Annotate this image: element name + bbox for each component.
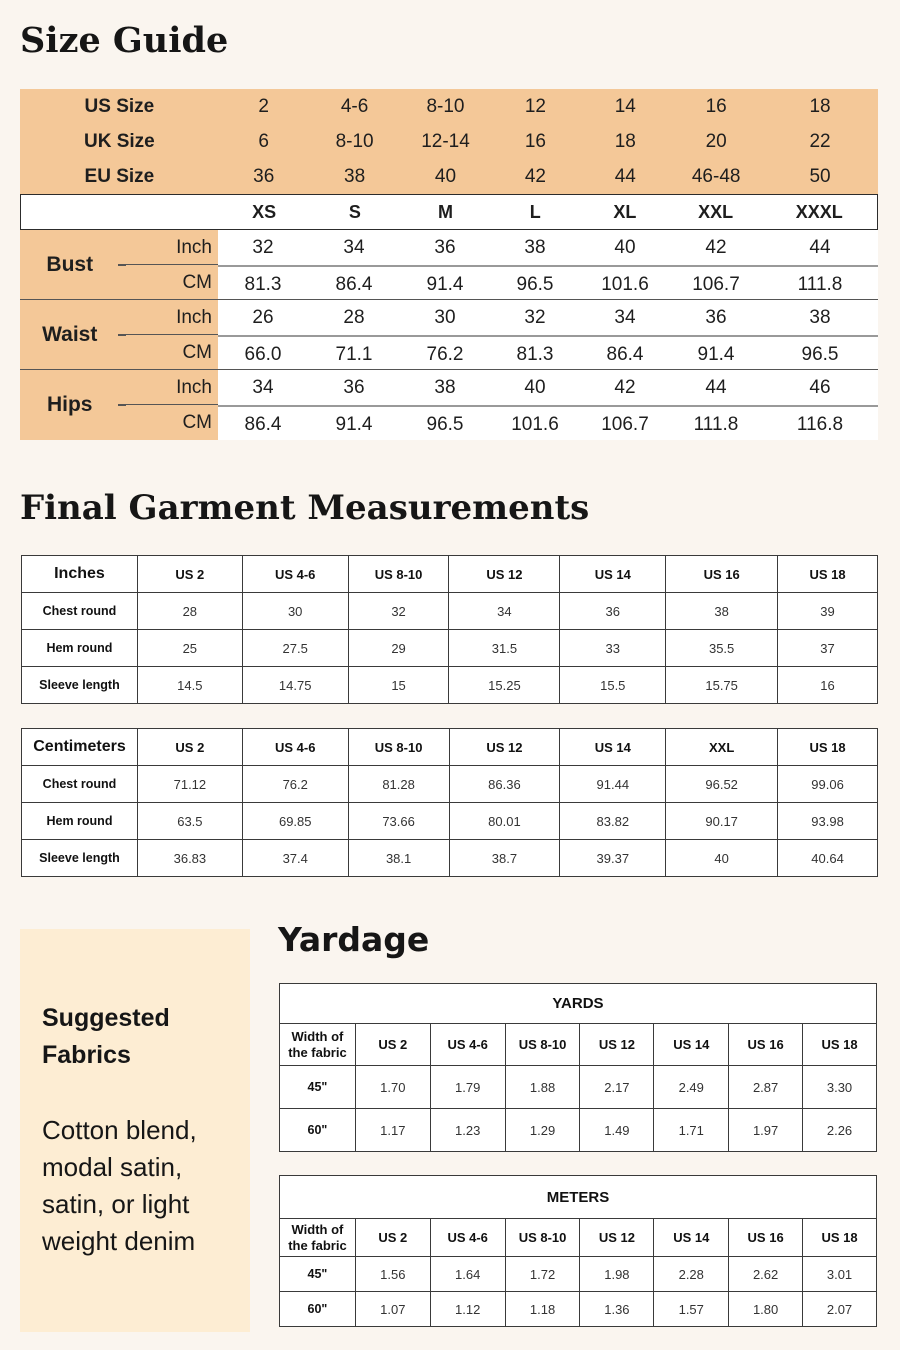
column-header: US 2	[137, 556, 242, 593]
cell: 34	[614, 306, 636, 328]
cell: 40.64	[778, 840, 878, 877]
cell: 106.7	[580, 406, 670, 441]
cell: 3.01	[803, 1257, 877, 1292]
size-guide-title: Size Guide	[20, 20, 229, 61]
waist-measurement	[20, 300, 878, 370]
table-row	[22, 766, 878, 803]
cell: 96.52	[666, 766, 778, 803]
cell: 86.36	[449, 766, 560, 803]
column-header: US 4-6	[242, 556, 348, 593]
cell: 66.0	[218, 336, 308, 371]
cell: 86.4	[308, 266, 400, 301]
table-corner-label: Centimeters	[22, 729, 138, 766]
cell: 1.71	[654, 1109, 729, 1152]
row-label: 60"	[280, 1109, 356, 1152]
row-label: Chest round	[22, 593, 138, 630]
cell: 16	[524, 130, 546, 152]
letter-size-row	[20, 194, 878, 230]
cell: 1.18	[505, 1292, 580, 1327]
cell: 2	[258, 95, 269, 117]
row-label: Hem round	[22, 803, 138, 840]
table-row	[22, 630, 878, 667]
cell: 50	[809, 165, 831, 187]
cell: XXL	[698, 201, 734, 222]
cell: 38.7	[449, 840, 560, 877]
column-header: US 12	[449, 729, 560, 766]
cell: 91.4	[670, 336, 762, 371]
column-header: US 12	[580, 1219, 654, 1257]
cell: 29	[348, 630, 449, 667]
row-label: 45"	[280, 1257, 356, 1292]
cell: L	[529, 201, 541, 222]
cell: 32	[524, 306, 546, 328]
table-row	[22, 803, 878, 840]
cell: 32	[348, 593, 449, 630]
cell: 1.88	[505, 1066, 580, 1109]
row-label: Chest round	[22, 766, 138, 803]
cell: 12-14	[421, 130, 470, 152]
cell: 38	[434, 376, 456, 398]
cell: 16	[705, 95, 727, 117]
cell: 1.72	[505, 1257, 580, 1292]
cell: 30	[434, 306, 456, 328]
cell: 90.17	[666, 803, 778, 840]
cell: 16	[778, 667, 878, 704]
cell: 18	[809, 95, 831, 117]
cell: 15	[348, 667, 449, 704]
row-label: UK Size	[84, 130, 155, 152]
cell: 32	[252, 236, 274, 258]
cell: 36.83	[137, 840, 242, 877]
cell: 1.29	[505, 1109, 580, 1152]
row-label: Sleeve length	[22, 667, 138, 704]
cell: 35.5	[666, 630, 778, 667]
cell: 15.5	[560, 667, 666, 704]
cell: 22	[809, 130, 831, 152]
cell: 93.98	[778, 803, 878, 840]
cell: XXXL	[795, 201, 843, 222]
cell: 83.82	[560, 803, 666, 840]
cell: 1.79	[430, 1066, 505, 1109]
cell: 111.8	[670, 406, 762, 441]
cell: 1.36	[580, 1292, 654, 1327]
cell: 1.56	[355, 1257, 430, 1292]
cell: 76.2	[400, 336, 490, 371]
body-measurements	[20, 230, 878, 440]
table-corner-label: Inches	[22, 556, 138, 593]
cell: 91.4	[400, 266, 490, 301]
cell: 81.28	[348, 766, 449, 803]
table-row	[22, 667, 878, 704]
cell: 37.4	[242, 840, 348, 877]
cell: 42	[705, 236, 727, 258]
row-label: 60"	[280, 1292, 356, 1327]
column-header: US 2	[355, 1219, 430, 1257]
cell: 12	[524, 95, 546, 117]
cell: 42	[614, 376, 636, 398]
column-header: US 16	[729, 1024, 803, 1066]
cell: 81.3	[490, 336, 580, 371]
cell: 1.98	[580, 1257, 654, 1292]
cell: 1.80	[729, 1292, 803, 1327]
garment-inches-table	[21, 555, 878, 704]
cell: 4-6	[340, 95, 369, 117]
cell: 81.3	[218, 266, 308, 301]
unit-label: Inch	[120, 370, 219, 405]
cell: 2.28	[654, 1257, 729, 1292]
cell: 15.25	[449, 667, 560, 704]
column-header: US 12	[580, 1024, 654, 1066]
row-label: Hem round	[22, 630, 138, 667]
cell: 34	[252, 376, 274, 398]
cell: 1.97	[729, 1109, 803, 1152]
fabrics-title: Suggested Fabrics	[42, 1004, 170, 1069]
column-header: US 8-10	[505, 1024, 580, 1066]
cell: 2.26	[803, 1109, 877, 1152]
cell: 26	[252, 306, 274, 328]
cell: S	[348, 201, 361, 222]
column-header: US 14	[654, 1219, 729, 1257]
cell: 96.5	[400, 406, 490, 441]
unit-label: CM	[182, 342, 212, 363]
cell: 1.70	[355, 1066, 430, 1109]
cell: 44	[614, 165, 636, 187]
row-label: EU Size	[84, 165, 155, 187]
column-header: US 14	[654, 1024, 729, 1066]
column-header: US 8-10	[505, 1219, 580, 1257]
cell: 1.17	[355, 1109, 430, 1152]
cell: 38	[809, 306, 831, 328]
column-header: US 16	[729, 1219, 803, 1257]
measure-label: Bust	[20, 230, 120, 299]
cell: 91.4	[308, 406, 400, 441]
cell: 1.07	[355, 1292, 430, 1327]
cell: 36	[705, 306, 727, 328]
cell: 40	[524, 376, 546, 398]
cell: 73.66	[348, 803, 449, 840]
cell: 71.12	[137, 766, 242, 803]
cell: 30	[242, 593, 348, 630]
cell: 71.1	[308, 336, 400, 371]
table-caption: YARDS	[280, 984, 877, 1024]
eu-size-row	[20, 159, 878, 194]
table-row	[22, 593, 878, 630]
measure-label: Hips	[20, 370, 120, 440]
cell: 18	[614, 130, 636, 152]
cell: 69.85	[242, 803, 348, 840]
cell: 96.5	[490, 266, 580, 301]
row-label: US Size	[84, 95, 155, 117]
cell: 44	[705, 376, 727, 398]
cell: 116.8	[762, 406, 878, 441]
cell: 1.12	[430, 1292, 505, 1327]
cell: 38	[524, 236, 546, 258]
column-header: US 18	[803, 1219, 877, 1257]
cell: 1.23	[430, 1109, 505, 1152]
cell: 111.8	[762, 266, 878, 301]
cell: 36	[343, 376, 365, 398]
row-label: 45"	[280, 1066, 356, 1109]
cell: 1.49	[580, 1109, 654, 1152]
cell: 1.64	[430, 1257, 505, 1292]
cell: 40	[666, 840, 778, 877]
unit-label: Inch	[120, 300, 219, 335]
cell: 86.4	[580, 336, 670, 371]
unit-label: Inch	[120, 230, 219, 265]
column-header: US 14	[560, 729, 666, 766]
table-row	[280, 1066, 877, 1109]
table-row	[280, 1109, 877, 1152]
uk-size-row	[20, 124, 878, 159]
cell: XL	[613, 201, 637, 222]
cell: 99.06	[778, 766, 878, 803]
table-row	[280, 1292, 877, 1327]
cell: 46-48	[691, 165, 741, 187]
cell: 27.5	[242, 630, 348, 667]
table-row	[280, 1257, 877, 1292]
row-label: Sleeve length	[22, 840, 138, 877]
suggested-fabrics-panel	[20, 929, 250, 1332]
table-corner-label: Width of the fabric	[280, 1219, 356, 1257]
cell: 3.30	[803, 1066, 877, 1109]
final-garment-title: Final Garment Measurements	[20, 488, 590, 528]
meters-table	[279, 1175, 877, 1327]
cell: 101.6	[580, 266, 670, 301]
cell: 6	[258, 130, 269, 152]
cell: 15.75	[666, 667, 778, 704]
bust-measurement	[20, 230, 878, 300]
cell: 34	[343, 236, 365, 258]
cell: 101.6	[490, 406, 580, 441]
cell: 106.7	[670, 266, 762, 301]
cell: 25	[137, 630, 242, 667]
cell: 86.4	[218, 406, 308, 441]
table-caption: METERS	[280, 1176, 877, 1219]
column-header: US 8-10	[348, 556, 449, 593]
cell: 28	[137, 593, 242, 630]
cell: 36	[253, 165, 275, 187]
cell: 36	[434, 236, 456, 258]
cell: 34	[449, 593, 560, 630]
column-header: US 18	[778, 729, 878, 766]
cell: 33	[560, 630, 666, 667]
cell: 96.5	[762, 336, 878, 371]
column-header: US 2	[355, 1024, 430, 1066]
cell: 46	[809, 376, 831, 398]
column-header: US 12	[449, 556, 560, 593]
column-header: US 8-10	[348, 729, 449, 766]
cell: 14	[614, 95, 636, 117]
column-header: US 2	[137, 729, 242, 766]
cell: 38	[666, 593, 778, 630]
table-corner-label: Width of the fabric	[280, 1024, 356, 1066]
cell: 38	[344, 165, 366, 187]
column-header: US 4-6	[242, 729, 348, 766]
cell: 2.49	[654, 1066, 729, 1109]
cell: 2.17	[580, 1066, 654, 1109]
unit-label: CM	[182, 272, 212, 293]
cell: 44	[809, 236, 831, 258]
cell: 31.5	[449, 630, 560, 667]
cell: 76.2	[242, 766, 348, 803]
yards-table	[279, 983, 877, 1152]
fabrics-text: Cotton blend, modal satin, satin, or light weight denim	[42, 1115, 197, 1256]
cell: 91.44	[560, 766, 666, 803]
size-guide-table	[20, 89, 878, 440]
cell: 40	[434, 165, 457, 187]
column-header: US 18	[803, 1024, 877, 1066]
cell: 2.62	[729, 1257, 803, 1292]
cell: 28	[343, 306, 365, 328]
cell: 20	[705, 130, 727, 152]
measure-label: Waist	[20, 300, 120, 369]
column-header: XXL	[666, 729, 778, 766]
cell: 39	[778, 593, 878, 630]
cell: 80.01	[449, 803, 560, 840]
cell: 38.1	[348, 840, 449, 877]
hips-measurement	[20, 370, 878, 440]
cell: 40	[614, 236, 636, 258]
cell: 36	[560, 593, 666, 630]
table-row	[22, 840, 878, 877]
cell: 14.75	[242, 667, 348, 704]
cell: 1.57	[654, 1292, 729, 1327]
garment-centimeters-table	[21, 728, 878, 877]
column-header: US 4-6	[430, 1024, 505, 1066]
cell: XS	[252, 201, 277, 222]
cell: 37	[778, 630, 878, 667]
column-header: US 4-6	[430, 1219, 505, 1257]
cell: 63.5	[137, 803, 242, 840]
us-size-row	[20, 89, 878, 124]
cell: 2.87	[729, 1066, 803, 1109]
yardage-title: Yardage	[278, 920, 430, 959]
column-header: US 14	[560, 556, 666, 593]
cell: 14.5	[137, 667, 242, 704]
column-header: US 16	[666, 556, 778, 593]
cell: 8-10	[335, 130, 374, 152]
unit-label: CM	[182, 412, 212, 433]
cell: 8-10	[426, 95, 465, 117]
cell: 2.07	[803, 1292, 877, 1327]
column-header: US 18	[778, 556, 878, 593]
cell: M	[438, 201, 454, 222]
cell: 39.37	[560, 840, 666, 877]
cell: 42	[524, 165, 546, 187]
